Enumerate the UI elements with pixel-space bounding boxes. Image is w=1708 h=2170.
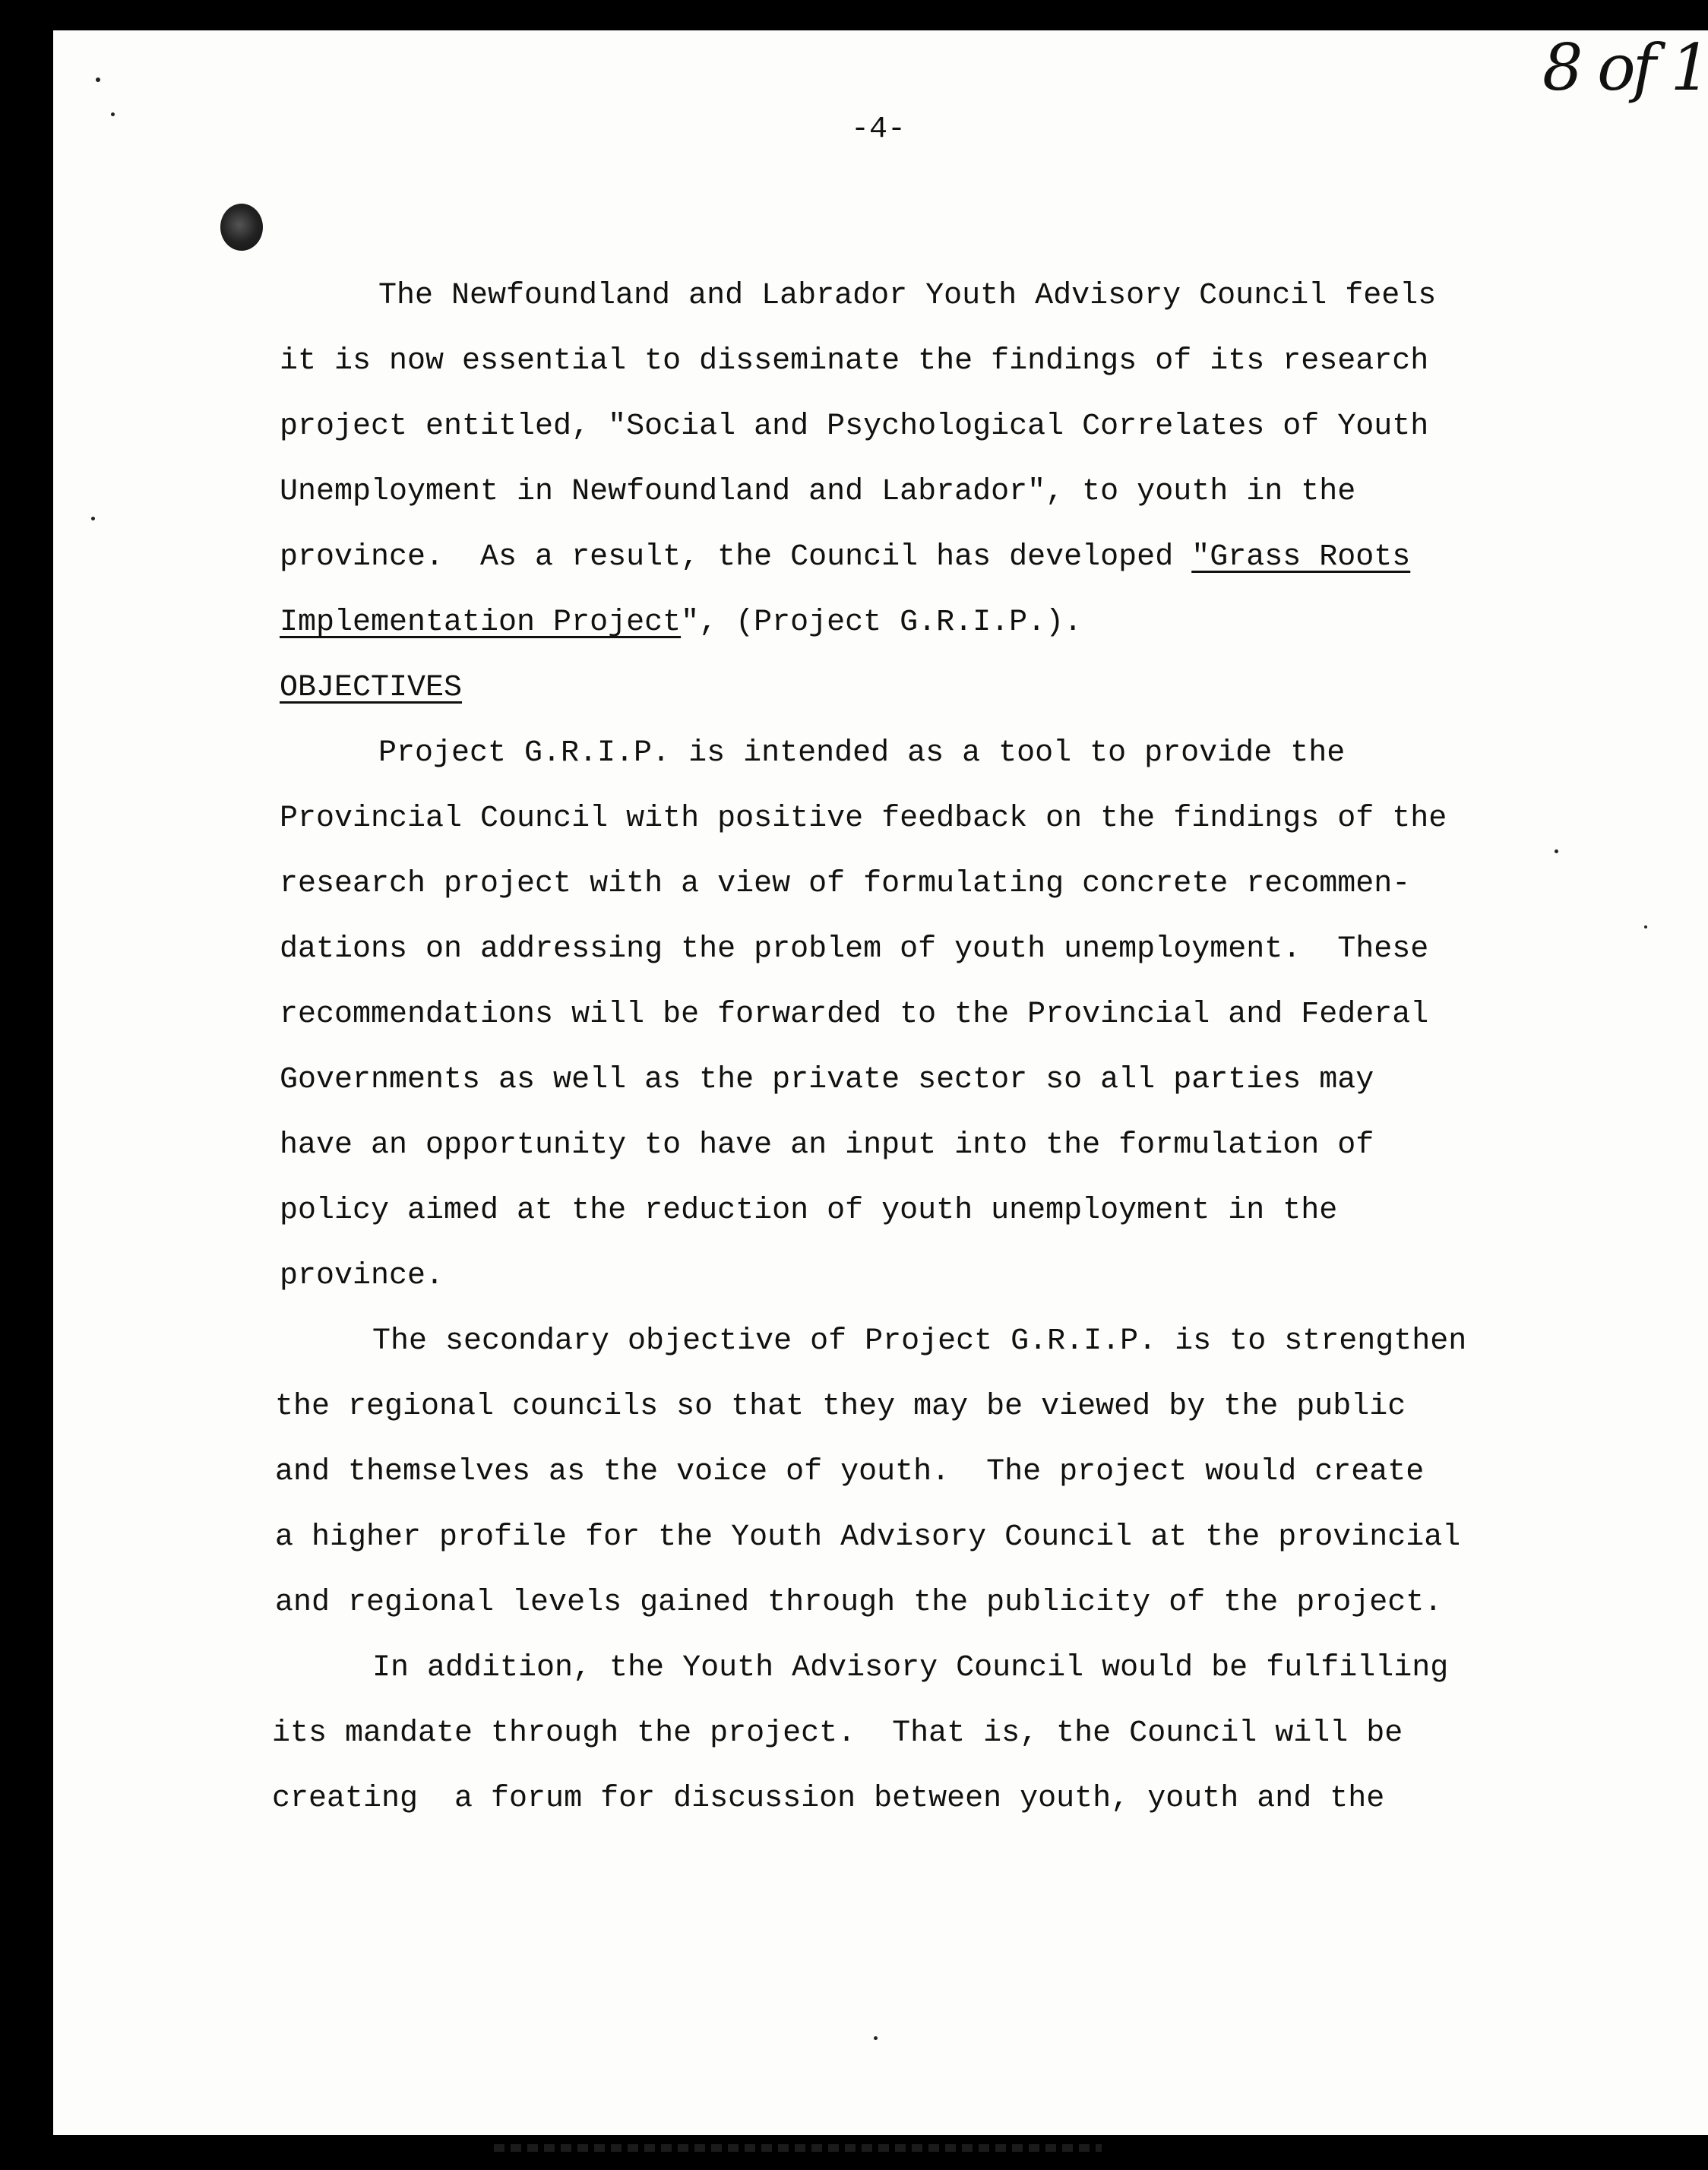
- text-line: Unemployment in Newfoundland and Labrador", to youth in the: [280, 475, 1356, 509]
- scan-speck: [91, 517, 95, 520]
- text-line: The secondary objective of Project G.R.I.P. is to strengthen: [372, 1324, 1467, 1359]
- document-page: [53, 30, 1708, 2135]
- text-line: The Newfoundland and Labrador Youth Advisory Council feels: [378, 279, 1437, 313]
- handwritten-page-count: 8 of 1: [1542, 30, 1708, 105]
- text-line: the regional councils so that they may be viewed by the public: [275, 1390, 1406, 1424]
- scan-artifact-streak: [494, 2144, 1102, 2152]
- text-line: Implementation Project", (Project G.R.I.P.).: [280, 606, 1083, 640]
- text-line: research project with a view of formulating concrete recommen-: [280, 867, 1411, 901]
- text-line: Provincial Council with positive feedback on the findings of the: [280, 802, 1447, 836]
- text-line: In addition, the Youth Advisory Council would be fulfilling: [372, 1651, 1449, 1685]
- text-line: a higher profile for the Youth Advisory Council at the provincial: [275, 1520, 1461, 1555]
- text-line: it is now essential to disseminate the findings of its research: [280, 344, 1429, 378]
- text-line: Governments as well as the private sector so all parties may: [280, 1063, 1374, 1097]
- text-line: and regional levels gained through the publicity of the project.: [275, 1586, 1443, 1620]
- project-title-underlined: "Grass Roots: [1191, 540, 1411, 574]
- project-title-underlined: Implementation Project: [280, 606, 682, 640]
- text-line: policy aimed at the reduction of youth unemployment in the: [280, 1194, 1338, 1228]
- text-line: Project G.R.I.P. is intended as a tool to provide the: [378, 736, 1346, 770]
- punch-hole: [220, 204, 263, 251]
- text-line: have an opportunity to have an input into the formulation of: [280, 1128, 1374, 1162]
- scan-speck: [1555, 849, 1558, 853]
- section-heading-objectives: OBJECTIVES: [280, 671, 463, 705]
- text-line: province. As a result, the Council has developed "Grass Roots: [280, 540, 1411, 574]
- scan-speck: [111, 112, 115, 116]
- text-line: dations on addressing the problem of youth unemployment. These: [280, 932, 1429, 966]
- scan-speck: [1644, 925, 1647, 928]
- scan-speck: [96, 78, 100, 82]
- text-line: its mandate through the project. That is, the Council will be: [272, 1716, 1403, 1751]
- text-line: province.: [280, 1259, 444, 1293]
- text-line: project entitled, "Social and Psychological Correlates of Youth: [280, 410, 1429, 444]
- text-line: creating a forum for discussion between youth, youth and the: [272, 1782, 1385, 1816]
- scan-speck: [874, 2036, 878, 2040]
- page-number: -4-: [851, 112, 906, 147]
- text-line: and themselves as the voice of youth. The project would create: [275, 1455, 1425, 1489]
- text-line: recommendations will be forwarded to the Provincial and Federal: [280, 998, 1429, 1032]
